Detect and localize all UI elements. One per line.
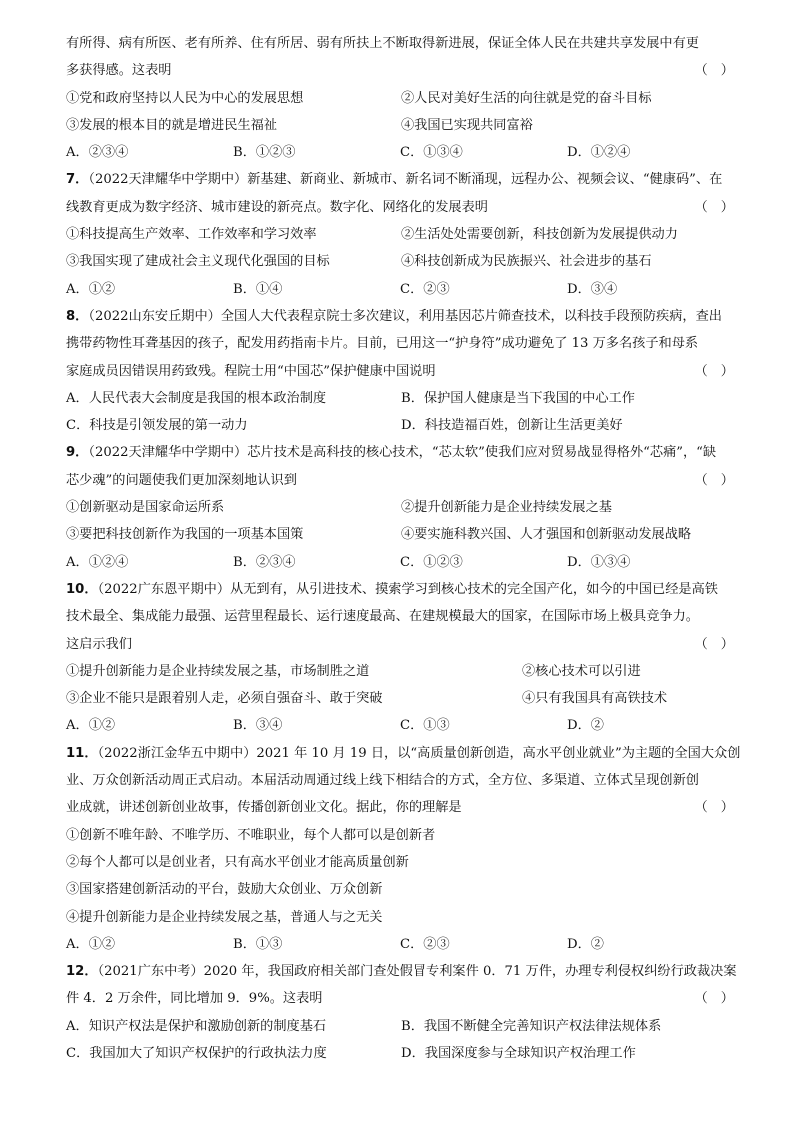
choice-row: [66, 385, 746, 412]
question-stem-line: 技术最全、集成能力最强、运营里程最长、运行速度最高、在建规模最大的国家，在国际市场上极具竞争力。: [66, 609, 699, 625]
choice-c[interactable]: C．①②③: [400, 554, 463, 570]
statement-row: [66, 85, 746, 112]
statement-row: [66, 658, 746, 685]
choice-b[interactable]: B．我国不断健全完善知识产权法律法规体系: [401, 1018, 662, 1034]
choice-a[interactable]: A．人民代表大会制度是我国的根本政治制度: [66, 390, 327, 406]
question-source: （2022天津耀华中学期中）: [88, 445, 248, 461]
answer-bracket: （ ）: [694, 199, 734, 215]
question-stem-line: 有所得、病有所医、老有所养、住有所居、弱有所扶上不断取得新进展，保证全体人民在共建共享发展中有更: [66, 36, 699, 51]
question-number: 12．: [66, 964, 98, 980]
question-stem-line: 8．（2022山东安丘期中）全国人大代表程京院士多次建议，利用基因芯片筛查技术，以科技手段预防疾病，查出: [66, 308, 722, 324]
question-stem-line: 7．（2022天津耀华中学期中）新基建、新商业、新城市、新名词不断涌现，远程办公、视频会议、“健康码”、在: [66, 172, 723, 188]
statement: ③我国实现了建成社会主义现代化强国的目标: [66, 254, 330, 270]
choice-a[interactable]: A．①②: [66, 718, 116, 734]
question-source: （2021广东中考）: [97, 964, 204, 980]
question-8: [66, 303, 746, 439]
question-stem-line: 芯少魂”的问题使我们更加深刻地认识到 （ ）: [66, 467, 746, 494]
choice-row: [66, 1013, 746, 1040]
question-11: [66, 740, 746, 958]
choice-b[interactable]: B．②③④: [233, 554, 296, 570]
question-stem-line: 10．（2022广东恩平期中）从无到有，从引进技术、摸索学习到核心技术的完全国产化，如今的中国已经是高铁: [66, 581, 718, 597]
choice-row: [66, 712, 746, 739]
question-source: （2022广东恩平期中）: [97, 581, 231, 597]
statement: ③要把科技创新作为我国的一项基本国策: [66, 527, 304, 543]
choice-row: [66, 412, 746, 439]
question-source: （2022浙江金华五中期中）: [97, 745, 257, 761]
statement: ①科技提高生产效率、工作效率和学习效率: [66, 227, 317, 243]
question-source: （2022天津耀华中学期中）: [88, 172, 248, 188]
choice-row: [66, 276, 746, 303]
statement: ①提升创新能力是企业持续发展之基，市场制胜之道: [66, 663, 370, 679]
answer-bracket: （ ）: [694, 800, 734, 816]
answer-bracket: （ ）: [694, 636, 734, 652]
question-6: [66, 30, 746, 166]
statement: ②人民对美好生活的向往就是党的奋斗目标: [401, 90, 652, 106]
answer-bracket: （ ）: [694, 63, 734, 79]
statement: ④提升创新能力是企业持续发展之基，普通人与之无关: [66, 909, 383, 925]
question-number: 10．: [66, 581, 98, 597]
answer-bracket: （ ）: [694, 991, 734, 1007]
choice-d[interactable]: D．①③④: [567, 554, 631, 570]
statement-row: [66, 685, 746, 712]
choice-d[interactable]: D．我国深度参与全球知识产权治理工作: [401, 1045, 636, 1061]
choice-a[interactable]: A．①②: [66, 281, 116, 297]
question-stem-line: 业、万众创新活动周正式启动。本届活动周通过线上线下相结合的方式，全方位、多渠道、立体式呈现创新创: [66, 773, 699, 789]
choice-a[interactable]: A．②③④: [66, 145, 129, 161]
choice-b[interactable]: B．①④: [233, 281, 283, 297]
choice-b[interactable]: B．③④: [233, 718, 283, 734]
choice-d[interactable]: D．②: [567, 718, 604, 734]
statement: ④只有我国具有高铁技术: [522, 691, 668, 707]
question-number: 11．: [66, 745, 98, 761]
question-stem-line: 9．（2022天津耀华中学期中）芯片技术是高科技的核心技术，“芯太软”使我们应对贸易战显得格外“芯痛”，“缺: [66, 445, 717, 461]
choice-row: [66, 1040, 746, 1067]
choice-c[interactable]: C．①③④: [400, 145, 463, 161]
statement: ③国家搭建创新活动的平台，鼓励大众创业、万众创新: [66, 882, 383, 898]
choice-a[interactable]: A．①②: [66, 936, 116, 952]
question-stem-line: 多获得感。这表明 （ ）: [66, 57, 746, 84]
statement-row: [66, 248, 746, 275]
choice-d[interactable]: D．②: [567, 936, 604, 952]
question-stem-line: 携带药物性耳聋基因的孩子，配发用药指南卡片。目前，已用这一“护身符”成功避免了 13 万多名孩子和母系: [66, 336, 699, 352]
choice-row: [66, 931, 746, 958]
question-stem-line: 件 4．2 万余件，同比增加 9．9%。这表明 （ ）: [66, 985, 746, 1012]
question-source: （2022山东安丘期中）: [88, 308, 221, 324]
question-12: [66, 958, 746, 1067]
statement-row: [66, 221, 746, 248]
question-number: 8．: [66, 308, 89, 324]
answer-bracket: （ ）: [694, 472, 734, 488]
question-stem-line: 这启示我们 （ ）: [66, 631, 746, 658]
question-number: 9．: [66, 445, 89, 461]
answer-bracket: （ ）: [694, 363, 734, 379]
statement: ②核心技术可以引进: [522, 663, 641, 679]
statement: ①创新不唯年龄、不唯学历、不唯职业，每个人都可以是创新者: [66, 827, 436, 843]
statement: ③发展的根本目的就是增进民生福祉: [66, 117, 277, 133]
statement: ④要实施科教兴国、人才强国和创新驱动发展战略: [401, 527, 692, 543]
choice-b[interactable]: B．①③: [233, 936, 283, 952]
choice-c[interactable]: C．②③: [400, 281, 450, 297]
question-stem-line: 线教育更成为数字经济、城市建设的新亮点。数字化、网络化的发展表明 （ ）: [66, 194, 746, 221]
choice-a[interactable]: A．①②④: [66, 554, 129, 570]
statement-row: [66, 494, 746, 521]
question-stem-line: 家庭成员因错误用药致残。程院士用“中国芯”保护健康中国说明 （ ）: [66, 358, 746, 385]
choice-b[interactable]: B．保护国人健康是当下我国的中心工作: [401, 390, 635, 406]
choice-d[interactable]: D．①②④: [567, 145, 631, 161]
question-9: [66, 439, 746, 575]
statement: ①党和政府坚持以人民为中心的发展思想: [66, 90, 304, 106]
question-stem-line: 11．（2022浙江金华五中期中）2021 年 10 月 19 日，以“高质量创新创造，高水平创业就业”为主题的全国大众创: [66, 745, 741, 761]
statement-row: [66, 112, 746, 139]
statement: ②提升创新能力是企业持续发展之基: [401, 500, 612, 516]
statement: ②每个人都可以是创业者，只有高水平创业才能高质量创新: [66, 854, 409, 870]
statement: ①创新驱动是国家命运所系: [66, 500, 225, 516]
choice-a[interactable]: A．知识产权法是保护和激励创新的制度基石: [66, 1018, 327, 1034]
question-number: 7．: [66, 172, 89, 188]
choice-b[interactable]: B．①②③: [233, 145, 296, 161]
statement-row: [66, 521, 746, 548]
exam-page: [66, 30, 746, 1067]
statement: ④科技创新成为民族振兴、社会进步的基石: [401, 254, 652, 270]
question-stem-line: 业成就，讲述创新创业故事，传播创新创业文化。据此，你的理解是 （ ）: [66, 794, 746, 821]
choice-c[interactable]: C．我国加大了知识产权保护的行政执法力度: [66, 1045, 327, 1061]
choice-row: [66, 139, 746, 166]
choice-d[interactable]: D．科技造福百姓，创新让生活更美好: [401, 418, 623, 434]
statement: ②生活处处需要创新，科技创新为发展提供动力: [401, 227, 678, 243]
choice-row: [66, 549, 746, 576]
statement: ④我国已实现共同富裕: [401, 117, 533, 133]
question-7: [66, 166, 746, 302]
statement: ③企业不能只是跟着别人走，必须自强奋斗、敢于突破: [66, 691, 383, 707]
question-stem-line: 12．（2021广东中考）2020 年，我国政府相关部门查处假冒专利案件 0．71 万件，办理专利侵权纠纷行政裁决案: [66, 964, 737, 980]
choice-c[interactable]: C．科技是引领发展的第一动力: [66, 418, 248, 434]
choice-d[interactable]: D．③④: [567, 281, 618, 297]
choice-c[interactable]: C．②③: [400, 936, 450, 952]
question-10: [66, 576, 746, 740]
choice-c[interactable]: C．①③: [400, 718, 450, 734]
